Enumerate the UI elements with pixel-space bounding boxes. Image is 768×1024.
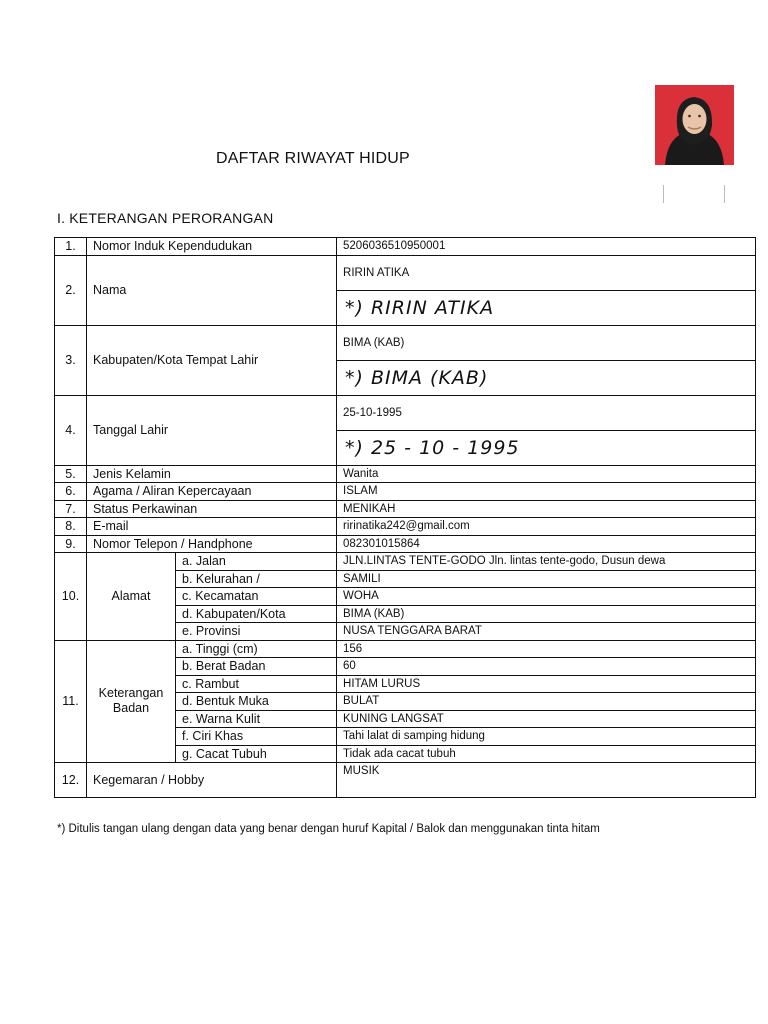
row-label: Agama / Aliran Kepercayaan <box>87 483 337 501</box>
row-label: Alamat <box>87 553 176 641</box>
row-value: BIMA (KAB) <box>337 605 756 623</box>
row-value: 25-10-1995 <box>337 395 756 430</box>
row-value: 5206036510950001 <box>337 238 756 256</box>
handwritten-value: *) RIRIN ATIKA <box>337 290 756 325</box>
row-number: 11. <box>55 640 87 763</box>
row-label: Status Perkawinan <box>87 500 337 518</box>
footnote: *) Ditulis tangan ulang dengan data yang benar dengan huruf Kapital / Balok dan menggunakan tinta hitam <box>57 823 600 835</box>
photo-border <box>655 165 734 210</box>
table-row <box>55 395 756 430</box>
document-title: DAFTAR RIWAYAT HIDUP <box>216 150 410 167</box>
row-label: Kabupaten/Kota Tempat Lahir <box>87 325 337 395</box>
sub-label: d. Bentuk Muka <box>176 693 337 711</box>
row-label: Nomor Induk Kependudukan <box>87 238 337 256</box>
row-number: 8. <box>55 518 87 536</box>
table-row <box>55 238 756 256</box>
table-row <box>55 535 756 553</box>
row-number: 1. <box>55 238 87 256</box>
table-row <box>55 325 756 360</box>
table-row <box>55 465 756 483</box>
sub-label: e. Warna Kulit <box>176 710 337 728</box>
sub-label: b. Kelurahan / <box>176 570 337 588</box>
sub-label: f. Ciri Khas <box>176 728 337 746</box>
row-value: NUSA TENGGARA BARAT <box>337 623 756 641</box>
row-label: Jenis Kelamin <box>87 465 337 483</box>
table-row <box>55 255 756 290</box>
row-number: 6. <box>55 483 87 501</box>
photo-mark-right <box>724 185 725 203</box>
row-label: E-mail <box>87 518 337 536</box>
row-value: 082301015864 <box>337 535 756 553</box>
table-row <box>55 518 756 536</box>
row-label: Nomor Telepon / Handphone <box>87 535 337 553</box>
table-row <box>55 763 756 798</box>
person-photo-icon <box>655 85 734 165</box>
row-value: HITAM LURUS <box>337 675 756 693</box>
sub-label: c. Kecamatan <box>176 588 337 606</box>
section-heading: I. KETERANGAN PERORANGAN <box>57 210 274 226</box>
row-value: Wanita <box>337 465 756 483</box>
row-value: WOHA <box>337 588 756 606</box>
row-label: Keterangan Badan <box>87 640 176 763</box>
table-row <box>55 553 756 571</box>
sub-label: d. Kabupaten/Kota <box>176 605 337 623</box>
personal-data-table <box>54 237 756 798</box>
sub-label: a. Tinggi (cm) <box>176 640 337 658</box>
photo-mark-left <box>663 185 664 203</box>
row-value: Tidak ada cacat tubuh <box>337 745 756 763</box>
sub-label: c. Rambut <box>176 675 337 693</box>
row-value: MUSIK <box>337 763 756 798</box>
row-value: BIMA (KAB) <box>337 325 756 360</box>
handwritten-value: *) BIMA (KAB) <box>337 360 756 395</box>
row-value: ISLAM <box>337 483 756 501</box>
handwritten-value: *) 25 - 10 - 1995 <box>337 430 756 465</box>
row-number: 2. <box>55 255 87 325</box>
sub-label: a. Jalan <box>176 553 337 571</box>
row-value: RIRIN ATIKA <box>337 255 756 290</box>
row-value: Tahi lalat di samping hidung <box>337 728 756 746</box>
row-number: 9. <box>55 535 87 553</box>
row-label: Tanggal Lahir <box>87 395 337 465</box>
sub-label: g. Cacat Tubuh <box>176 745 337 763</box>
row-number: 10. <box>55 553 87 641</box>
row-value: SAMILI <box>337 570 756 588</box>
row-number: 5. <box>55 465 87 483</box>
row-value: JLN.LINTAS TENTE-GODO Jln. lintas tente-godo, Dusun dewa <box>337 553 756 571</box>
row-value: 60 <box>337 658 756 676</box>
row-number: 7. <box>55 500 87 518</box>
row-value: 156 <box>337 640 756 658</box>
row-label: Nama <box>87 255 337 325</box>
row-label: Kegemaran / Hobby <box>87 763 337 798</box>
row-number: 12. <box>55 763 87 798</box>
row-number: 4. <box>55 395 87 465</box>
row-value: KUNING LANGSAT <box>337 710 756 728</box>
row-value: ririnatika242@gmail.com <box>337 518 756 536</box>
table-row <box>55 500 756 518</box>
row-value: MENIKAH <box>337 500 756 518</box>
sub-label: b. Berat Badan <box>176 658 337 676</box>
table-row <box>55 483 756 501</box>
table-row <box>55 640 756 658</box>
row-number: 3. <box>55 325 87 395</box>
row-value: BULAT <box>337 693 756 711</box>
sub-label: e. Provinsi <box>176 623 337 641</box>
